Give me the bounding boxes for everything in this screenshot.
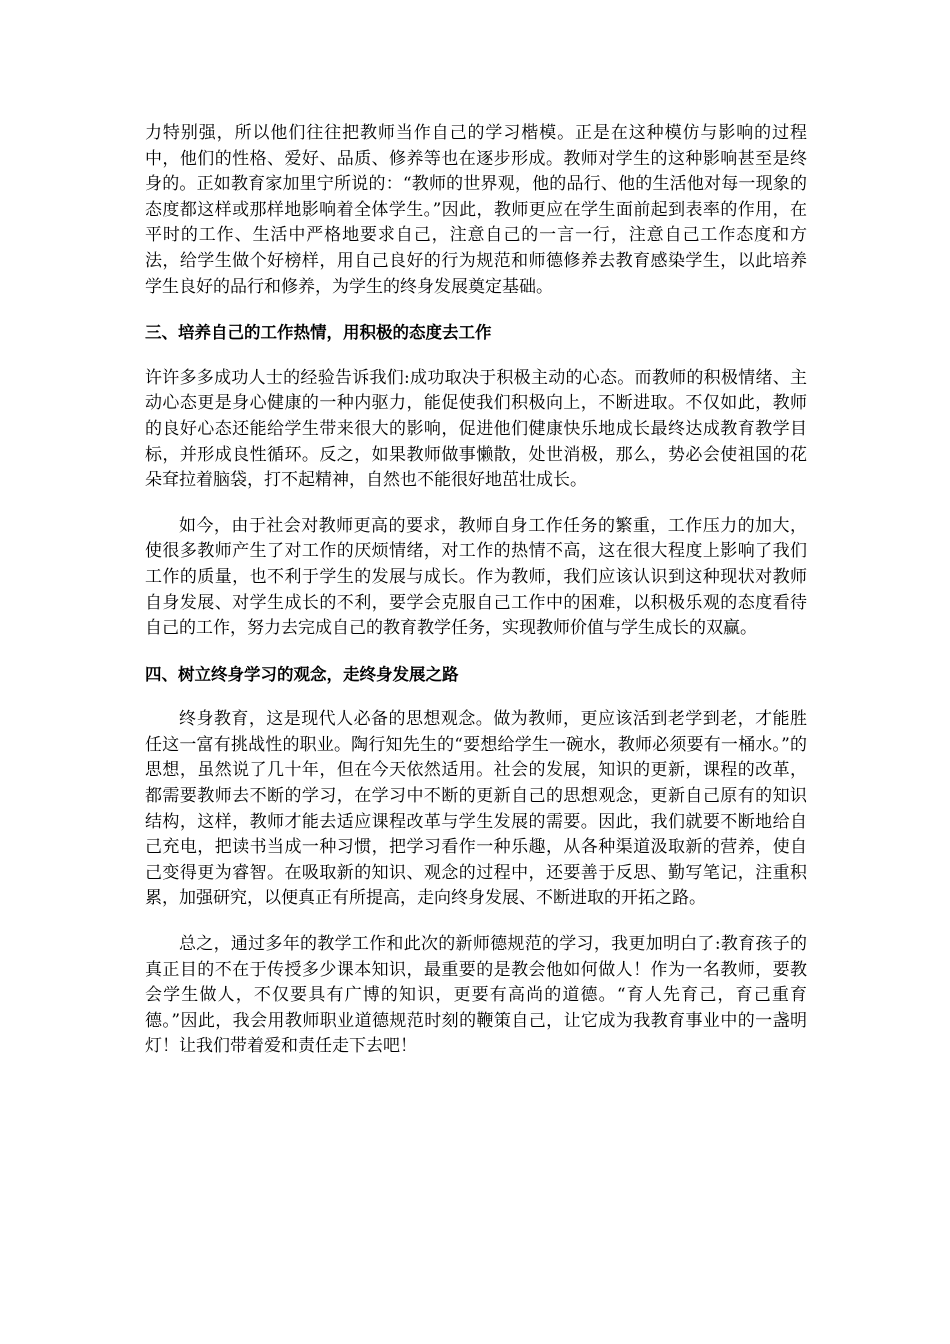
paragraph-conclusion: 总之，通过多年的教学工作和此次的新师德规范的学习，我更加明白了:教育孩子的真正目的不在于传授多少课本知识，最重要的是教会他如何做人！作为一名教师，要教会学生做人，不仅要具有广博的知识，更要有高尚的道德。“育人先育己，育己重育德。”因此，我会用教师职业道德规范时刻的鞭策自己，让它成为我教育事业中的一盏明灯！让我们带着爱和责任走下去吧！ bbox=[145, 934, 807, 1057]
section-heading-3: 三、培养自己的工作热情，用积极的态度去工作 bbox=[145, 323, 492, 343]
paragraph-lifelong-learning: 终身教育，这是现代人必备的思想观念。做为教师，更应该活到老学到老，才能胜任这一富有挑战性的职业。陶行知先生的“要想给学生一碗水，教师必须要有一桶水。”的思想，虽然说了几十年，但在今天依然适用。社会的发展，知识的更新，课程的改革，都需要教师去不断的学习，在学习中不断的更新自己的思想观念，更新自己原有的知识结构，这样，教师才能去适应课程改革与学生发展的需要。因此，我们就要不断地给自己充电，把读书当成一种习惯，把学习看作一种乐趣，从各种渠道汲取新的营养，使自己变得更为睿智。在吸取新的知识、观念的过程中，还要善于反思、勤写笔记，注重积累，加强研究，以便真正有所提高，走向终身发展、不断进取的开拓之路。 bbox=[145, 709, 807, 909]
paragraph-positive-attitude: 许许多多成功人士的经验告诉我们:成功取决于积极主动的心态。而教师的积极情绪、主动心态更是身心健康的一种内驱力，能促使我们积极向上，不断进取。不仅如此，教师的良好心态还能给学生带来很大的影响，促进他们健康快乐地成长最终达成教育教学目标，并形成良性循环。反之，如果教师做事懒散，处世消极，那么，势必会使祖国的花朵耷拉着脑袋，打不起精神，自然也不能很好地茁壮成长。 bbox=[145, 367, 807, 491]
paragraph-work-pressure: 如今，由于社会对教师更高的要求，教师自身工作任务的繁重，工作压力的加大，使很多教师产生了对工作的厌烦情绪，对工作的热情不高，这在很大程度上影响了我们工作的质量，也不利于学生的发展与成长。作为教师，我们应该认识到这种现状对教师自身发展、对学生成长的不利，要学会克服自己工作中的困难，以积极乐观的态度看待自己的工作，努力去完成自己的教育教学任务，实现教师价值与学生成长的双赢。 bbox=[145, 515, 807, 639]
section-heading-4: 四、树立终身学习的观念，走终身发展之路 bbox=[145, 664, 459, 684]
document-page bbox=[145, 121, 807, 1080]
paragraph-teacher-role-model: 力特别强，所以他们往往把教师当作自己的学习楷模。正是在这种模仿与影响的过程中，他们的性格、爱好、品质、修养等也在逐步形成。教师对学生的这种影响甚至是终身的。正如教育家加里宁所说的：“教师的世界观，他的品行、他的生活他对每一现象的态度都这样或那样地影响着全体学生。”因此，教师更应在学生面前起到表率的作用，在平时的工作、生活中严格地要求自己，注意自己的一言一行，注意自己工作态度和方法，给学生做个好榜样，用自己良好的行为规范和师德修养去教育感染学生，以此培养学生良好的品行和修养，为学生的终身发展奠定基础。 bbox=[145, 123, 807, 297]
